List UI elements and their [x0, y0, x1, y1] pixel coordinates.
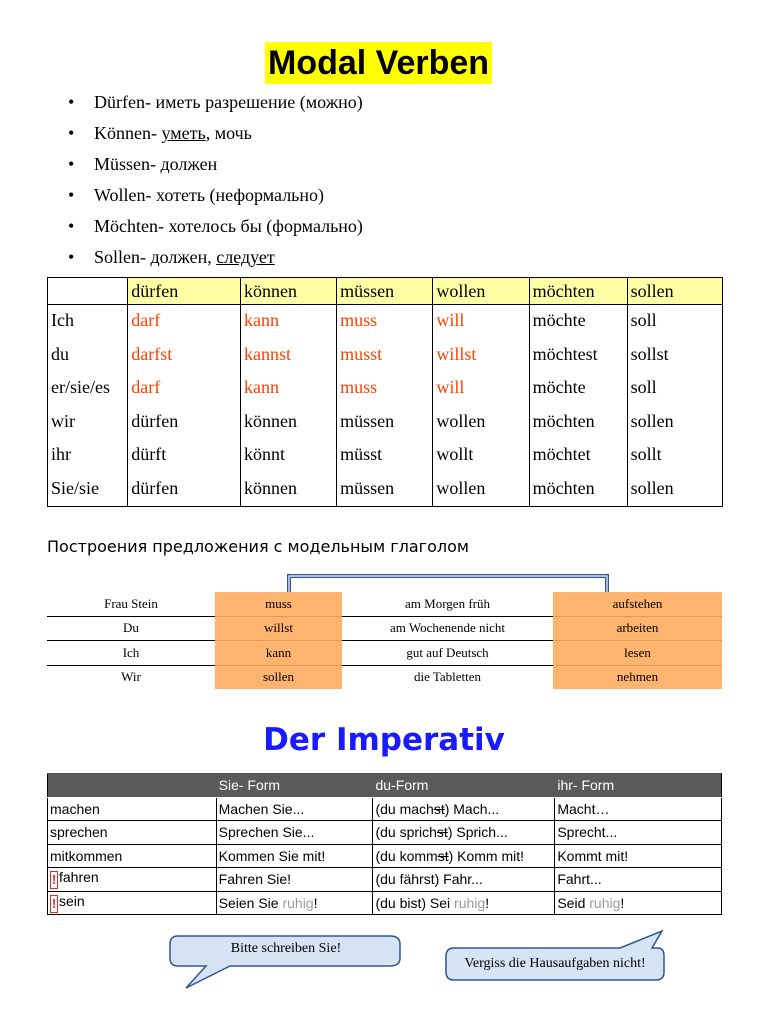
verb-form-cell: können	[241, 406, 337, 440]
modal-verb-name: Möchten-	[94, 216, 164, 236]
imperative-header-cell	[48, 774, 217, 798]
du-form-text: (du fährst) Fahr...	[375, 871, 483, 888]
modal-verb-item	[68, 181, 363, 212]
pronoun-cell: ihr	[48, 439, 128, 473]
verb-form-cell: wollen	[433, 406, 529, 440]
ihr-form-text: Macht…	[557, 800, 610, 817]
du-form-text: (du sprich	[375, 824, 437, 841]
verb-form-cell: wollt	[433, 439, 529, 473]
verb-form-cell: darf	[128, 372, 241, 406]
modal-verb-name: Können-	[94, 123, 157, 143]
bracket-connector	[286, 573, 610, 593]
sie-form-grey: ruhig	[282, 894, 314, 911]
conjugation-row	[48, 372, 723, 406]
subject-cell: Ich	[47, 641, 215, 666]
verb-form-cell: soll	[627, 372, 722, 406]
verb-form-cell: willst	[433, 339, 529, 373]
verb-form-cell: sollt	[627, 439, 722, 473]
modal-verb-meaning: должен,	[146, 247, 217, 267]
infinitive-cell	[48, 844, 217, 868]
verb-form-cell: müssen	[337, 406, 433, 440]
modal-verb-item	[68, 243, 363, 274]
verb-form-cell: müsst	[337, 439, 433, 473]
verb-form-cell: können	[241, 473, 337, 507]
du-form-cell	[373, 821, 555, 845]
verb-form-cell: dürfen	[128, 406, 241, 440]
conjugation-header-cell: möchten	[529, 278, 627, 305]
conjugation-header-cell	[48, 278, 128, 305]
infinitive-cell: nehmen	[553, 665, 722, 689]
pronoun-cell: er/sie/es	[48, 372, 128, 406]
modal-verb-name: Sollen-	[94, 247, 146, 267]
modal-verb-name: Wollen-	[94, 185, 152, 205]
verb-form-cell: sollst	[627, 339, 722, 373]
middle-cell: die Tabletten	[413, 669, 482, 685]
ihr-form-text: Kommt mit!	[557, 847, 629, 864]
infinitive-text: machen	[50, 800, 100, 817]
conjugation-row	[48, 305, 723, 339]
verb-form-cell: möchten	[529, 406, 627, 440]
verb-form-cell: dürft	[128, 439, 241, 473]
verb-form-cell: möchte	[529, 305, 627, 339]
callout-right-shape	[444, 928, 666, 982]
conjugation-row	[48, 406, 723, 440]
verb-form-cell: wollen	[433, 473, 529, 507]
verb-form-cell: kann	[241, 372, 337, 406]
modal-verb-meaning: хотелось бы (формально)	[163, 216, 363, 236]
modal-verb-cell: muss	[215, 592, 342, 616]
ihr-form-text: Seid	[557, 894, 590, 911]
sie-form-text: Kommen Sie mit!	[218, 847, 326, 864]
sentence-row	[47, 665, 722, 689]
conjugation-row	[48, 473, 723, 507]
modal-verb-item	[68, 150, 363, 181]
verb-form-cell: möchten	[529, 473, 627, 507]
infinitive-text: sprechen	[50, 824, 108, 841]
sie-form-text: Machen Sie...	[218, 800, 305, 817]
callout-right-text: Vergiss die Hausaufgaben nicht!	[464, 956, 646, 971]
bullet-icon: •	[68, 185, 75, 205]
ihr-form-cell	[555, 797, 722, 821]
page-title: Modal Verben	[265, 42, 492, 84]
subject-cell: Wir	[121, 669, 141, 685]
imperative-title: Der Imperativ	[263, 722, 505, 758]
modal-verb-meaning: должен	[156, 154, 218, 174]
du-form-rest: ) Sprich...	[447, 824, 508, 841]
du-form-text: (du mach	[375, 800, 434, 817]
modal-verb-cell: sollen	[215, 665, 342, 689]
bullet-icon: •	[68, 216, 75, 236]
infinitive-text: fahren	[59, 869, 99, 886]
conjugation-header-cell: sollen	[627, 278, 722, 305]
infinitive-cell: aufstehen	[553, 592, 722, 616]
pronoun-cell: wir	[48, 406, 128, 440]
modal-verb-item	[68, 212, 363, 243]
modal-verb-meaning: иметь разрешение (можно)	[150, 92, 363, 112]
sie-form-text: Sprechen Sie...	[218, 824, 315, 841]
verb-form-cell: könnt	[241, 439, 337, 473]
pronoun-cell: Sie/sie	[48, 473, 128, 507]
modal-verb-name: Dürfen-	[94, 92, 151, 112]
verb-form-cell: sollen	[627, 473, 722, 507]
conjugation-table	[47, 277, 723, 507]
conjugation-row	[48, 339, 723, 373]
du-form-grey: ruhig	[454, 894, 486, 911]
modal-verb-name: Müssen-	[94, 154, 156, 174]
middle-cell: am Morgen früh	[342, 592, 553, 616]
sie-form-cell	[216, 821, 373, 845]
imperative-header-cell: du-Form	[373, 774, 555, 798]
sie-form-cell	[216, 844, 373, 868]
imperative-row	[48, 821, 722, 845]
sie-form-text: Fahren Sie!	[218, 871, 292, 888]
modal-verb-meaning-rest: , мочь	[205, 123, 252, 143]
verb-form-cell: möchtet	[529, 439, 627, 473]
infinitive-text: mitkommen	[50, 847, 123, 864]
modal-verb-meaning: хотеть (неформально)	[151, 185, 325, 205]
du-form-cell	[373, 891, 555, 915]
infinitive-cell	[48, 891, 217, 915]
imperative-row	[48, 797, 722, 821]
verb-form-cell: dürfen	[128, 473, 241, 507]
infinitive-cell: lesen	[553, 641, 722, 666]
du-form-cell	[373, 868, 555, 892]
ihr-form-end: !	[620, 894, 625, 911]
modal-verb-item	[68, 88, 363, 119]
ihr-form-cell	[555, 821, 722, 845]
du-form-cell	[373, 844, 555, 868]
infinitive-cell	[48, 797, 217, 821]
verb-form-cell: sollen	[627, 406, 722, 440]
verb-form-cell: darfst	[128, 339, 241, 373]
warning-icon: !	[51, 895, 57, 911]
du-form-struck-ending: st	[433, 800, 445, 817]
modal-verb-meaning-underlined: уметь	[161, 123, 206, 143]
ihr-form-cell	[555, 891, 722, 915]
conjugation-header-cell: können	[241, 278, 337, 305]
verb-form-cell: will	[433, 305, 529, 339]
du-form-end: !	[485, 894, 490, 911]
sie-form-cell	[216, 891, 373, 915]
bullet-icon: •	[68, 92, 75, 112]
subject-cell: Du	[47, 616, 215, 641]
ihr-form-cell	[555, 844, 722, 868]
du-form-rest: ) Komm mit!	[448, 847, 525, 864]
ihr-form-cell	[555, 868, 722, 892]
imperative-header-row	[48, 774, 722, 798]
bullet-icon: •	[68, 123, 75, 143]
du-form-struck-ending: st	[437, 847, 449, 864]
sentence-heading: Построения предложения с модельным глаголом	[47, 537, 469, 556]
modal-verb-cell: willst	[215, 616, 342, 641]
conjugation-header-row	[48, 278, 723, 305]
sie-form-end: !	[313, 894, 318, 911]
verb-form-cell: will	[433, 372, 529, 406]
modal-verb-cell: kann	[215, 641, 342, 666]
verb-form-cell: muss	[337, 372, 433, 406]
conjugation-header-cell: dürfen	[128, 278, 241, 305]
conjugation-header-cell: müssen	[337, 278, 433, 305]
conjugation-header-cell: wollen	[433, 278, 529, 305]
infinitive-cell: arbeiten	[553, 616, 722, 641]
modal-verb-item	[68, 119, 363, 150]
verb-form-cell: kannst	[241, 339, 337, 373]
modal-verb-list	[68, 88, 363, 274]
du-form-cell	[373, 797, 555, 821]
imperative-header-cell: ihr- Form	[555, 774, 722, 798]
imperative-table	[47, 773, 722, 915]
ihr-form-text: Fahrt...	[557, 871, 602, 888]
infinitive-cell	[48, 868, 217, 892]
sie-form-cell	[216, 797, 373, 821]
modal-verb-meaning-underlined: следует	[216, 247, 275, 267]
sie-form-cell	[216, 868, 373, 892]
infinitive-text: sein	[59, 892, 85, 909]
imperative-row	[48, 844, 722, 868]
bullet-icon: •	[68, 247, 75, 267]
du-form-struck-ending: st	[436, 824, 448, 841]
infinitive-cell	[48, 821, 217, 845]
sentence-structure-table	[47, 592, 722, 689]
conjugation-row	[48, 439, 723, 473]
du-form-rest: ) Mach...	[444, 800, 500, 817]
verb-form-cell: möchte	[529, 372, 627, 406]
pronoun-cell: Ich	[48, 305, 128, 339]
sentence-row	[47, 641, 722, 666]
imperative-header-cell: Sie- Form	[216, 774, 373, 798]
middle-cell: gut auf Deutsch	[342, 641, 553, 666]
warning-icon: !	[51, 872, 57, 888]
ihr-form-grey: ruhig	[589, 894, 621, 911]
du-form-text: (du bist) Sei	[375, 894, 455, 911]
subject-cell: Frau Stein	[47, 592, 215, 616]
sie-form-text: Seien Sie	[218, 894, 283, 911]
verb-form-cell: kann	[241, 305, 337, 339]
verb-form-cell: möchtest	[529, 339, 627, 373]
middle-cell: am Wochenende nicht	[342, 616, 553, 641]
bullet-icon: •	[68, 154, 75, 174]
pronoun-cell: du	[48, 339, 128, 373]
verb-form-cell: musst	[337, 339, 433, 373]
verb-form-cell: müssen	[337, 473, 433, 507]
verb-form-cell: darf	[128, 305, 241, 339]
imperative-row	[48, 868, 722, 892]
verb-form-cell: muss	[337, 305, 433, 339]
imperative-row	[48, 891, 722, 915]
verb-form-cell: soll	[627, 305, 722, 339]
sentence-row	[47, 592, 722, 616]
sentence-row	[47, 616, 722, 641]
du-form-text: (du komm	[375, 847, 438, 864]
callout-left-text: Bitte schreiben Sie!	[230, 941, 342, 956]
ihr-form-text: Sprecht...	[557, 824, 618, 841]
